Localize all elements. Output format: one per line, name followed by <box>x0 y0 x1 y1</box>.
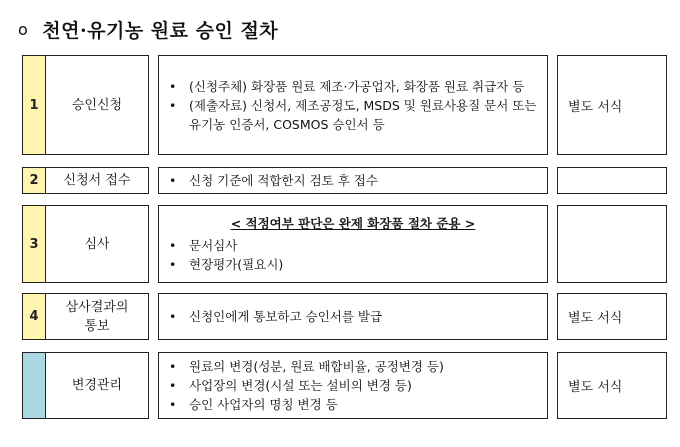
step-label <box>45 293 149 340</box>
list-item <box>167 171 539 190</box>
list-item-text: (제출자료) 신청서, 제조공정도, MSDS 및 원료사용질 문서 또는 유기농 인증서, COSMOS 승인서 등 <box>189 97 537 132</box>
bullet-icon: • <box>169 359 177 374</box>
step-note-text: 별도 서식 <box>568 380 623 395</box>
list-item <box>167 307 539 326</box>
list-item <box>167 357 539 376</box>
step-label-line: 승인신청 <box>71 97 123 113</box>
step-number-text: 2 <box>29 173 39 188</box>
list-item-text: 승인 사업자의 명칭 변경 등 <box>189 397 338 412</box>
step-number-text: 1 <box>29 97 39 113</box>
list-item-text: 신청 기준에 적합한지 검토 후 접수 <box>189 173 378 188</box>
step-note-text: 별도 서식 <box>568 311 623 326</box>
bullet-icon: • <box>169 309 177 324</box>
step-note <box>557 205 667 283</box>
step-note <box>557 352 667 419</box>
step-number <box>22 352 46 419</box>
step-number <box>22 55 46 155</box>
step-note <box>557 167 667 194</box>
step-label <box>45 167 149 194</box>
step-note-text: 별도 서식 <box>568 99 623 115</box>
step-content <box>158 167 548 194</box>
step-content <box>158 352 548 419</box>
bullet-icon: • <box>169 238 177 253</box>
step-label <box>45 205 149 283</box>
step-label <box>45 55 149 155</box>
step-label-line: 통보 <box>84 318 110 334</box>
step-number <box>22 293 46 340</box>
step-number <box>22 205 46 283</box>
list-item <box>167 96 539 134</box>
bullet-icon: • <box>169 78 177 94</box>
step-number <box>22 167 46 194</box>
list-item-text: 원료의 변경(성분, 원료 배합비율, 공정변경 등) <box>189 359 444 374</box>
list-item-text: 현장평가(필요시) <box>189 257 284 272</box>
list-item <box>167 395 539 414</box>
step-content <box>158 55 548 155</box>
step-label-line: 삼사결과의 <box>65 299 129 315</box>
review-heading: < 적정여부 판단은 완제 화장품 절차 준용 > <box>230 216 476 231</box>
list-item <box>167 376 539 395</box>
bullet-icon: • <box>169 173 177 188</box>
step-note <box>557 55 667 155</box>
bullet-icon: • <box>169 378 177 393</box>
title-marker: o <box>18 19 29 39</box>
document-title <box>18 14 278 44</box>
step-label <box>45 352 149 419</box>
step-content <box>158 205 548 283</box>
step-note <box>557 293 667 340</box>
step-number-text: 4 <box>29 309 39 324</box>
bullet-icon: • <box>169 257 177 272</box>
list-item-text: (신청주체) 화장품 원료 제조·가공업자, 화장품 원료 취급자 등 <box>189 78 525 94</box>
list-item <box>167 77 539 96</box>
title-text: 천연·유기농 원료 승인 절차 <box>42 19 279 42</box>
list-item-text: 사업장의 변경(시설 또는 설비의 변경 등) <box>189 378 412 393</box>
list-item <box>167 255 539 274</box>
bullet-icon: • <box>169 97 177 113</box>
step-label-line: 신청서 접수 <box>63 173 131 188</box>
list-item <box>167 236 539 255</box>
bullet-icon: • <box>169 397 177 412</box>
step-number-text: 3 <box>29 236 39 252</box>
list-item-text: 신청인에게 통보하고 승인서를 발급 <box>189 309 383 324</box>
list-item-text: 문서심사 <box>189 238 238 253</box>
step-label-line: 심사 <box>84 236 110 252</box>
step-label-line: 변경관리 <box>71 378 123 393</box>
step-content <box>158 293 548 340</box>
